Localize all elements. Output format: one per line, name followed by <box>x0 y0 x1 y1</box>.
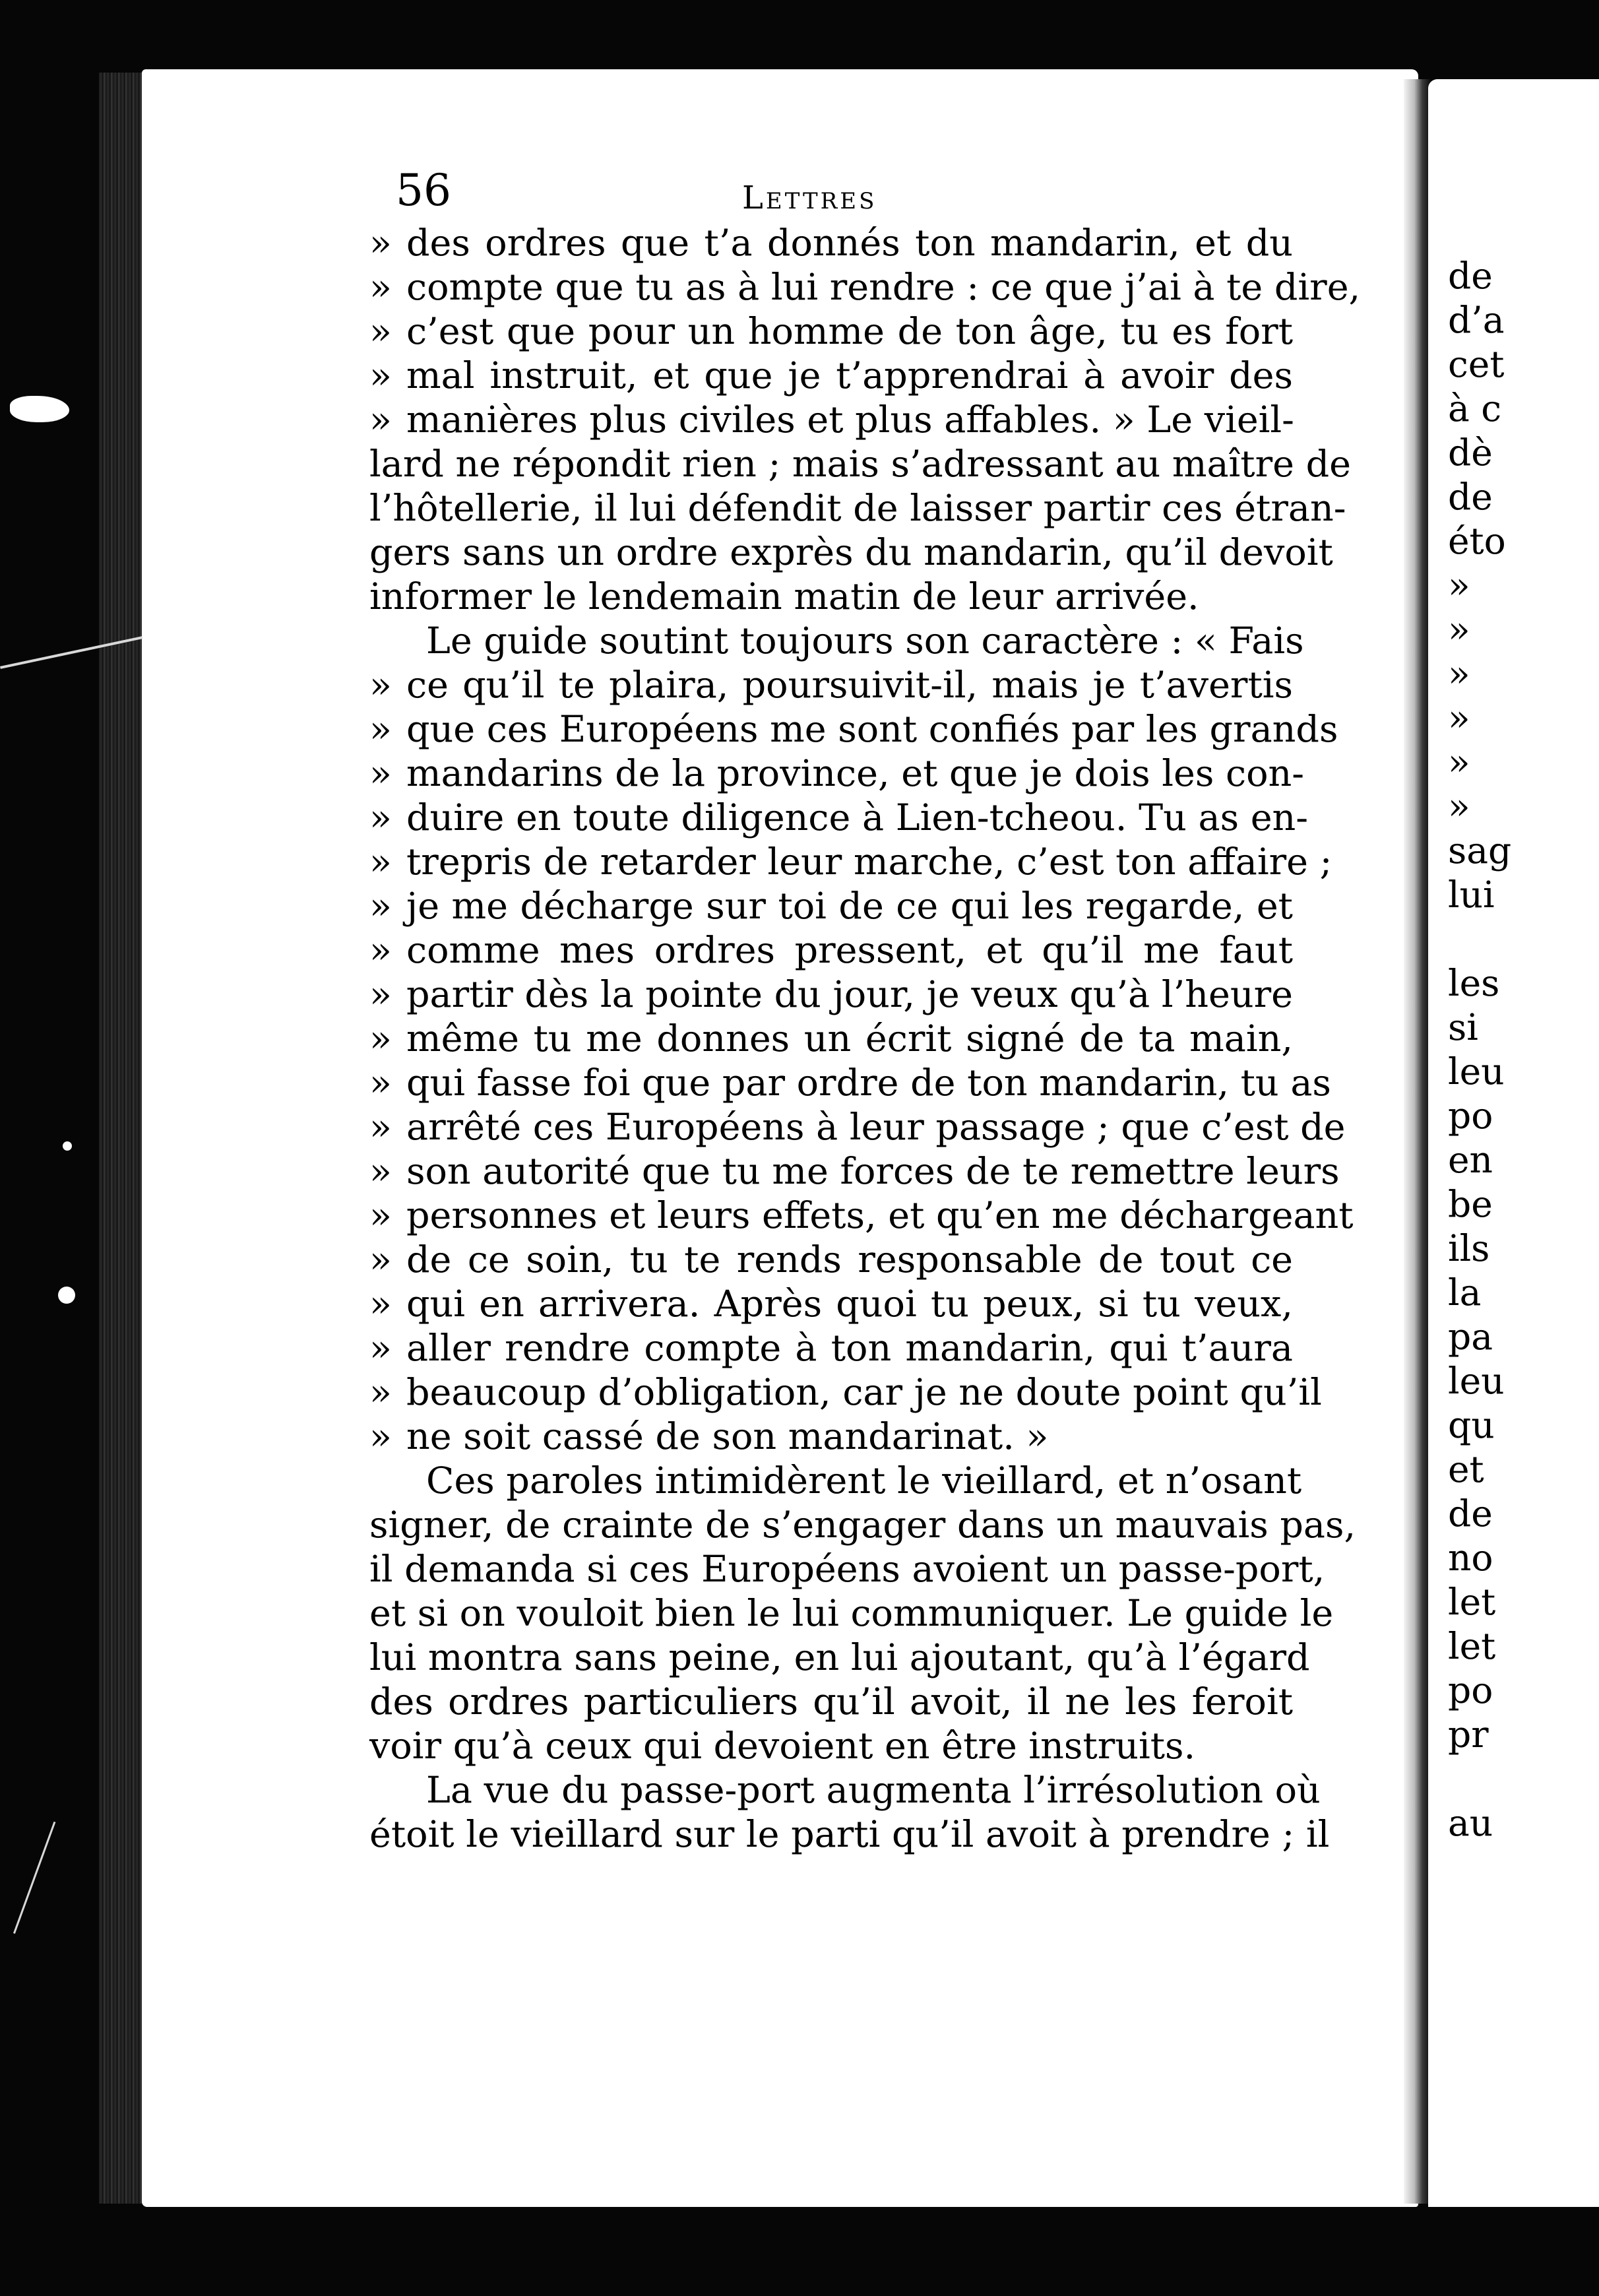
line-text: signer, de crainte de s’engager dans un mauvais pas, <box>369 1504 1356 1547</box>
line-text: étoit le vieillard sur le parti qu’il avoit à prendre ; il <box>369 1813 1330 1856</box>
quote-mark: » <box>369 841 392 883</box>
quote-mark: » <box>369 752 392 795</box>
line-text: arrêté ces Européens à leur passage ; que c’est de <box>406 1106 1346 1149</box>
facing-fragment: no <box>1448 1537 1493 1579</box>
line-text: trepris de retarder leur marche, c’est ton affaire ; <box>406 841 1332 883</box>
quote-mark: » <box>369 399 392 441</box>
facing-fragment: d’a <box>1448 299 1505 341</box>
facing-page-text <box>1448 254 1599 1845</box>
facing-fragment: » <box>1448 785 1470 827</box>
quote-mark: » <box>369 973 392 1016</box>
text-line <box>369 1105 1346 1149</box>
line-text: partir dès la pointe du jour, je veux qu’à l’heure <box>406 973 1293 1016</box>
facing-fragment: be <box>1448 1183 1493 1225</box>
text-line <box>369 796 1309 840</box>
quote-mark: » <box>369 266 392 309</box>
line-text: qui en arrivera. Après quoi tu peux, si tu veux, <box>406 1283 1293 1325</box>
quote-mark: » <box>369 1415 392 1458</box>
quote-mark: » <box>369 1150 392 1193</box>
line-text: beaucoup d’obligation, car je ne doute point qu’il <box>406 1371 1322 1414</box>
text-line <box>369 1370 1322 1415</box>
line-text: duire en toute diligence à Lien-tcheou. Tu as en- <box>406 796 1309 839</box>
text-line <box>369 1459 1302 1503</box>
quote-mark: » <box>369 1327 392 1370</box>
text-line <box>369 398 1293 442</box>
text-line <box>369 1238 1293 1282</box>
page-gutter <box>1404 79 1430 2204</box>
line-text: des ordres particuliers qu’il avoit, il ne les feroit <box>369 1680 1293 1723</box>
line-text: et si on vouloit bien le lui communiquer. Le guide le <box>369 1592 1334 1635</box>
facing-fragment: la <box>1448 1271 1482 1314</box>
facing-fragment: sag <box>1448 829 1512 872</box>
scan-speck <box>10 396 69 422</box>
line-text: je me décharge sur toi de ce qui les regarde, et <box>406 885 1293 928</box>
text-line <box>369 1282 1293 1326</box>
text-line <box>369 663 1293 707</box>
line-text: l’hôtellerie, il lui défendit de laisser partir ces étran- <box>369 487 1346 530</box>
text-line <box>369 530 1333 575</box>
text-line <box>369 486 1346 530</box>
text-line <box>369 309 1293 354</box>
facing-fragment: et <box>1448 1448 1484 1490</box>
text-line <box>369 1680 1293 1724</box>
text-line <box>369 1017 1293 1061</box>
facing-fragment <box>1448 1757 1599 1801</box>
text-line <box>369 575 1293 619</box>
line-text: lui montra sans peine, en lui ajoutant, qu’à l’égard <box>369 1636 1310 1679</box>
text-line <box>369 751 1305 796</box>
facing-fragment: de <box>1448 1492 1493 1535</box>
facing-fragment: à c <box>1448 387 1502 430</box>
line-text: Le guide soutint toujours son caractère : « Fais <box>426 620 1304 662</box>
quote-mark: » <box>369 222 392 265</box>
text-line <box>369 265 1361 309</box>
text-line <box>369 1194 1354 1238</box>
facing-fragment: au <box>1448 1802 1493 1844</box>
facing-fragment: pr <box>1448 1713 1489 1756</box>
text-line <box>369 442 1351 486</box>
quote-mark: » <box>369 708 392 751</box>
text-line <box>369 221 1293 265</box>
facing-fragment: po <box>1448 1095 1493 1137</box>
line-text: comme mes ordres pressent, et qu’il me faut <box>406 929 1293 972</box>
text-line <box>369 707 1338 751</box>
text-line <box>369 884 1293 928</box>
facing-fragment: let <box>1448 1625 1496 1667</box>
scan-speck <box>63 1141 72 1151</box>
quote-mark: » <box>369 885 392 928</box>
running-title: Lettres <box>742 179 877 216</box>
line-text: qui fasse foi que par ordre de ton mandarin, tu as <box>406 1062 1331 1104</box>
quote-mark: » <box>369 1371 392 1414</box>
line-text: des ordres que t’a donnés ton mandarin, et du <box>406 222 1293 265</box>
facing-fragment: » <box>1448 741 1470 783</box>
line-text: personnes et leurs effets, et qu’en me déchargeant <box>406 1194 1354 1237</box>
text-line <box>369 1061 1331 1105</box>
text-line <box>369 1149 1340 1194</box>
facing-fragment: lui <box>1448 874 1495 916</box>
facing-fragment: » <box>1448 608 1470 651</box>
line-text: ne soit cassé de son mandarinat. » <box>406 1415 1049 1458</box>
facing-fragment: qu <box>1448 1404 1495 1446</box>
line-text: Ces paroles intimidèrent le vieillard, et n’osant <box>426 1459 1302 1502</box>
line-text: aller rendre compte à ton mandarin, qui t’aura <box>406 1327 1293 1370</box>
facing-fragment: » <box>1448 564 1470 606</box>
facing-fragment: po <box>1448 1669 1493 1711</box>
text-line <box>369 1636 1310 1680</box>
facing-fragment: leu <box>1448 1360 1505 1402</box>
text-line <box>369 928 1293 973</box>
facing-fragment: ils <box>1448 1227 1490 1269</box>
facing-fragment: cet <box>1448 343 1505 385</box>
line-text: mandarins de la province, et que je dois les con- <box>406 752 1305 795</box>
text-line <box>369 1415 1293 1459</box>
text-line <box>369 1768 1321 1812</box>
quote-mark: » <box>369 310 392 353</box>
line-text: c’est que pour un homme de ton âge, tu es fort <box>406 310 1293 353</box>
text-line <box>369 354 1293 398</box>
scan-speck <box>58 1287 75 1304</box>
page-number: 56 <box>396 165 451 216</box>
line-text: que ces Européens me sont confiés par les grands <box>406 708 1338 751</box>
line-text: manières plus civiles et plus affables. » Le vieil- <box>406 399 1294 441</box>
facing-fragment: dè <box>1448 431 1493 474</box>
quote-mark: » <box>369 664 392 707</box>
line-text: de ce soin, tu te rends responsable de tout ce <box>406 1238 1293 1281</box>
line-text: mal instruit, et que je t’apprendrai à avoir des <box>406 354 1293 397</box>
text-line <box>369 1547 1325 1591</box>
body-text <box>369 221 1361 1857</box>
facing-fragment: éto <box>1448 520 1506 562</box>
quote-mark: » <box>369 354 392 397</box>
text-line <box>369 1591 1334 1636</box>
line-text: gers sans un ordre exprès du mandarin, qu’il devoit <box>369 531 1333 574</box>
facing-fragment: » <box>1448 697 1470 739</box>
text-line <box>369 840 1332 884</box>
quote-mark: » <box>369 929 392 972</box>
quote-mark: » <box>369 1106 392 1149</box>
line-text: même tu me donnes un écrit signé de ta main, <box>406 1017 1293 1060</box>
quote-mark: » <box>369 1283 392 1325</box>
quote-mark: » <box>369 1238 392 1281</box>
facing-fragment: de <box>1448 476 1493 518</box>
line-text: voir qu’à ceux qui devoient en être instruits. <box>369 1725 1196 1768</box>
text-line <box>369 1326 1293 1370</box>
text-line <box>369 1724 1293 1768</box>
line-text: son autorité que tu me forces de te remettre leurs <box>406 1150 1340 1193</box>
text-line <box>369 1503 1356 1547</box>
line-text: La vue du passe-port augmenta l’irrésolution où <box>426 1769 1321 1812</box>
line-text: informer le lendemain matin de leur arrivée. <box>369 575 1199 618</box>
text-line <box>369 973 1293 1017</box>
quote-mark: » <box>369 1062 392 1104</box>
text-line <box>369 619 1304 663</box>
facing-fragment: let <box>1448 1581 1496 1623</box>
facing-fragment: pa <box>1448 1316 1493 1358</box>
facing-fragment: » <box>1448 653 1470 695</box>
facing-fragment: si <box>1448 1006 1478 1048</box>
line-text: ce qu’il te plaira, poursuivit-il, mais je t’avertis <box>406 664 1293 707</box>
facing-fragment: en <box>1448 1139 1493 1181</box>
text-line <box>369 1812 1330 1857</box>
facing-fragment: de <box>1448 255 1493 297</box>
line-text: lard ne répondit rien ; mais s’adressant au maître de <box>369 443 1351 486</box>
facing-fragment: les <box>1448 962 1500 1004</box>
line-text: il demanda si ces Européens avoient un passe-port, <box>369 1548 1325 1591</box>
quote-mark: » <box>369 1194 392 1237</box>
facing-fragment <box>1448 917 1599 961</box>
facing-fragment: leu <box>1448 1050 1505 1093</box>
quote-mark: » <box>369 1017 392 1060</box>
quote-mark: » <box>369 796 392 839</box>
line-text: compte que tu as à lui rendre : ce que j’ai à te dire, <box>406 266 1361 309</box>
